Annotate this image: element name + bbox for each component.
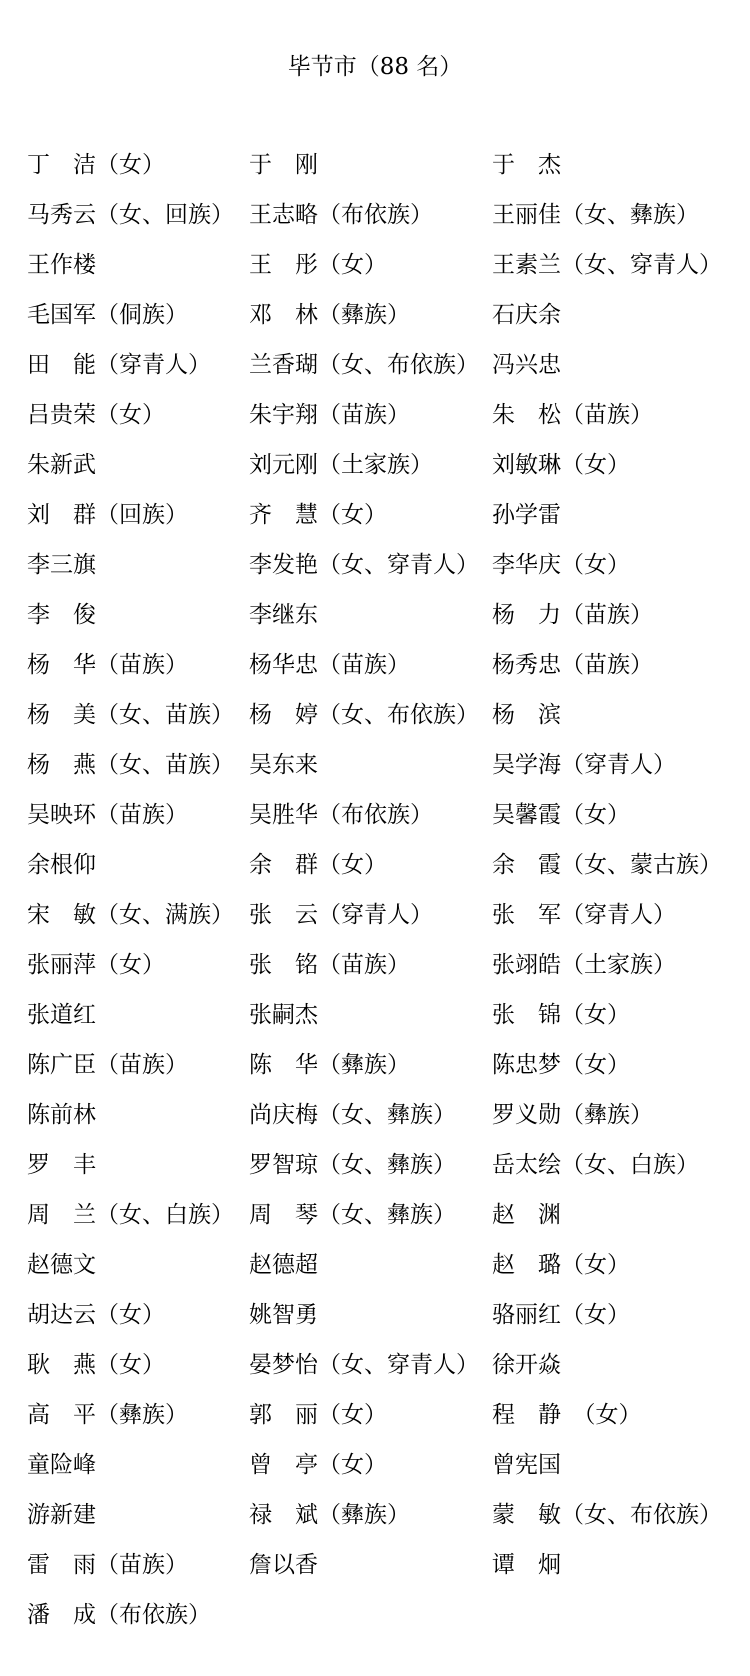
name-row — [27, 298, 727, 348]
name-entry: 宋 敏（女、满族） — [27, 902, 234, 928]
name-entry: 胡达云（女） — [27, 1302, 165, 1328]
name-row — [27, 498, 727, 548]
name-entry: 张丽萍（女） — [27, 952, 165, 978]
name-entry: 杨 滨 — [492, 702, 561, 728]
name-entry: 姚智勇 — [249, 1302, 318, 1328]
name-entry: 毛国军（侗族） — [27, 302, 188, 328]
name-row — [27, 1448, 727, 1498]
name-entry: 耿 燕（女） — [27, 1352, 165, 1378]
name-entry: 程 静 （女） — [492, 1402, 642, 1428]
name-row — [27, 1398, 727, 1448]
name-entry: 余 霞（女、蒙古族） — [492, 852, 722, 878]
name-entry: 周 兰（女、白族） — [27, 1202, 234, 1228]
name-entry: 曾宪国 — [492, 1452, 561, 1478]
name-row — [27, 1598, 727, 1648]
name-entry: 赵 渊 — [492, 1202, 561, 1228]
name-row — [27, 1348, 727, 1398]
name-entry: 赵德超 — [249, 1252, 318, 1278]
name-entry: 赵 璐（女） — [492, 1252, 630, 1278]
name-entry: 谭 炯 — [492, 1552, 561, 1578]
name-entry: 游新建 — [27, 1502, 96, 1528]
name-entry: 朱宇翔（苗族） — [249, 402, 410, 428]
name-entry: 罗 丰 — [27, 1152, 96, 1178]
name-row — [27, 898, 727, 948]
name-row — [27, 198, 727, 248]
name-row — [27, 1548, 727, 1598]
name-entry: 张 锦（女） — [492, 1002, 630, 1028]
name-entry: 吴馨霞（女） — [492, 802, 630, 828]
name-entry: 齐 慧（女） — [249, 502, 387, 528]
name-entry: 杨秀忠（苗族） — [492, 652, 653, 678]
name-entry: 童险峰 — [27, 1452, 96, 1478]
name-entry: 余根仰 — [27, 852, 96, 878]
name-entry: 陈广臣（苗族） — [27, 1052, 188, 1078]
name-entry: 禄 斌（彝族） — [249, 1502, 410, 1528]
name-entry: 吕贵荣（女） — [27, 402, 165, 428]
name-row — [27, 1498, 727, 1548]
name-entry: 曾 亭（女） — [249, 1452, 387, 1478]
name-entry: 王志略（布依族） — [249, 202, 433, 228]
name-row — [27, 348, 727, 398]
name-entry: 杨 力（苗族） — [492, 602, 653, 628]
name-entry: 王素兰（女、穿青人） — [492, 252, 722, 278]
name-entry: 朱新武 — [27, 452, 96, 478]
name-entry: 李三旗 — [27, 552, 96, 578]
name-entry: 邓 林（彝族） — [249, 302, 410, 328]
name-entry: 杨 华（苗族） — [27, 652, 188, 678]
name-entry: 李继东 — [249, 602, 318, 628]
name-entry: 陈忠梦（女） — [492, 1052, 630, 1078]
name-entry: 李华庆（女） — [492, 552, 630, 578]
name-row — [27, 1198, 727, 1248]
name-row — [27, 398, 727, 448]
name-entry: 赵德文 — [27, 1252, 96, 1278]
name-entry: 骆丽红（女） — [492, 1302, 630, 1328]
name-entry: 潘 成（布依族） — [27, 1602, 211, 1628]
name-row — [27, 848, 727, 898]
name-entry: 余 群（女） — [249, 852, 387, 878]
name-entry: 张 云（穿青人） — [249, 902, 433, 928]
name-row — [27, 448, 727, 498]
name-entry: 于 刚 — [249, 152, 318, 178]
name-entry: 张 铭（苗族） — [249, 952, 410, 978]
name-entry: 张嗣杰 — [249, 1002, 318, 1028]
name-entry: 郭 丽（女） — [249, 1402, 387, 1428]
name-entry: 陈前林 — [27, 1102, 96, 1128]
name-entry: 王作楼 — [27, 252, 96, 278]
name-entry: 杨 美（女、苗族） — [27, 702, 234, 728]
name-entry: 李 俊 — [27, 602, 96, 628]
name-entry: 杨华忠（苗族） — [249, 652, 410, 678]
name-entry: 徐开焱 — [492, 1352, 561, 1378]
name-entry: 吴胜华（布依族） — [249, 802, 433, 828]
name-row — [27, 248, 727, 298]
name-entry: 雷 雨（苗族） — [27, 1552, 188, 1578]
name-entry: 马秀云（女、回族） — [27, 202, 234, 228]
name-entry: 岳太绘（女、白族） — [492, 1152, 699, 1178]
name-entry: 高 平（彝族） — [27, 1402, 188, 1428]
name-entry: 张 军（穿青人） — [492, 902, 676, 928]
name-entry: 杨 燕（女、苗族） — [27, 752, 234, 778]
name-entry: 周 琴（女、彝族） — [249, 1202, 456, 1228]
name-row — [27, 748, 727, 798]
name-row — [27, 798, 727, 848]
name-row — [27, 148, 727, 198]
name-entry: 罗义勋（彝族） — [492, 1102, 653, 1128]
name-entry: 田 能（穿青人） — [27, 352, 211, 378]
name-row — [27, 1298, 727, 1348]
name-row — [27, 548, 727, 598]
name-entry: 陈 华（彝族） — [249, 1052, 410, 1078]
name-entry: 石庆余 — [492, 302, 561, 328]
name-row — [27, 598, 727, 648]
name-entry: 于 杰 — [492, 152, 561, 178]
page-title: 毕节市（88 名） — [287, 54, 463, 80]
name-entry: 李发艳（女、穿青人） — [249, 552, 479, 578]
name-list — [27, 148, 727, 1648]
name-entry: 刘元刚（土家族） — [249, 452, 433, 478]
name-entry: 吴学海（穿青人） — [492, 752, 676, 778]
name-entry: 刘敏琳（女） — [492, 452, 630, 478]
name-row — [27, 948, 727, 998]
name-row — [27, 998, 727, 1048]
name-entry: 罗智琼（女、彝族） — [249, 1152, 456, 1178]
name-entry: 张道红 — [27, 1002, 96, 1028]
name-entry: 朱 松（苗族） — [492, 402, 653, 428]
name-entry: 王丽佳（女、彝族） — [492, 202, 699, 228]
name-entry: 丁 洁（女） — [27, 152, 165, 178]
name-entry: 吴映环（苗族） — [27, 802, 188, 828]
name-entry: 詹以香 — [249, 1552, 318, 1578]
name-row — [27, 1148, 727, 1198]
name-row — [27, 1048, 727, 1098]
name-row — [27, 648, 727, 698]
name-row — [27, 1098, 727, 1148]
name-entry: 刘 群（回族） — [27, 502, 188, 528]
name-entry: 张翊皓（土家族） — [492, 952, 676, 978]
name-entry: 吴东来 — [249, 752, 318, 778]
name-entry: 冯兴忠 — [492, 352, 561, 378]
name-row — [27, 1248, 727, 1298]
name-entry: 晏梦怡（女、穿青人） — [249, 1352, 479, 1378]
name-entry: 杨 婷（女、布依族） — [249, 702, 479, 728]
name-row — [27, 698, 727, 748]
name-entry: 兰香瑚（女、布依族） — [249, 352, 479, 378]
name-entry: 尚庆梅（女、彝族） — [249, 1102, 456, 1128]
name-entry: 蒙 敏（女、布依族） — [492, 1502, 722, 1528]
name-entry: 王 彤（女） — [249, 252, 387, 278]
name-entry: 孙学雷 — [492, 502, 561, 528]
